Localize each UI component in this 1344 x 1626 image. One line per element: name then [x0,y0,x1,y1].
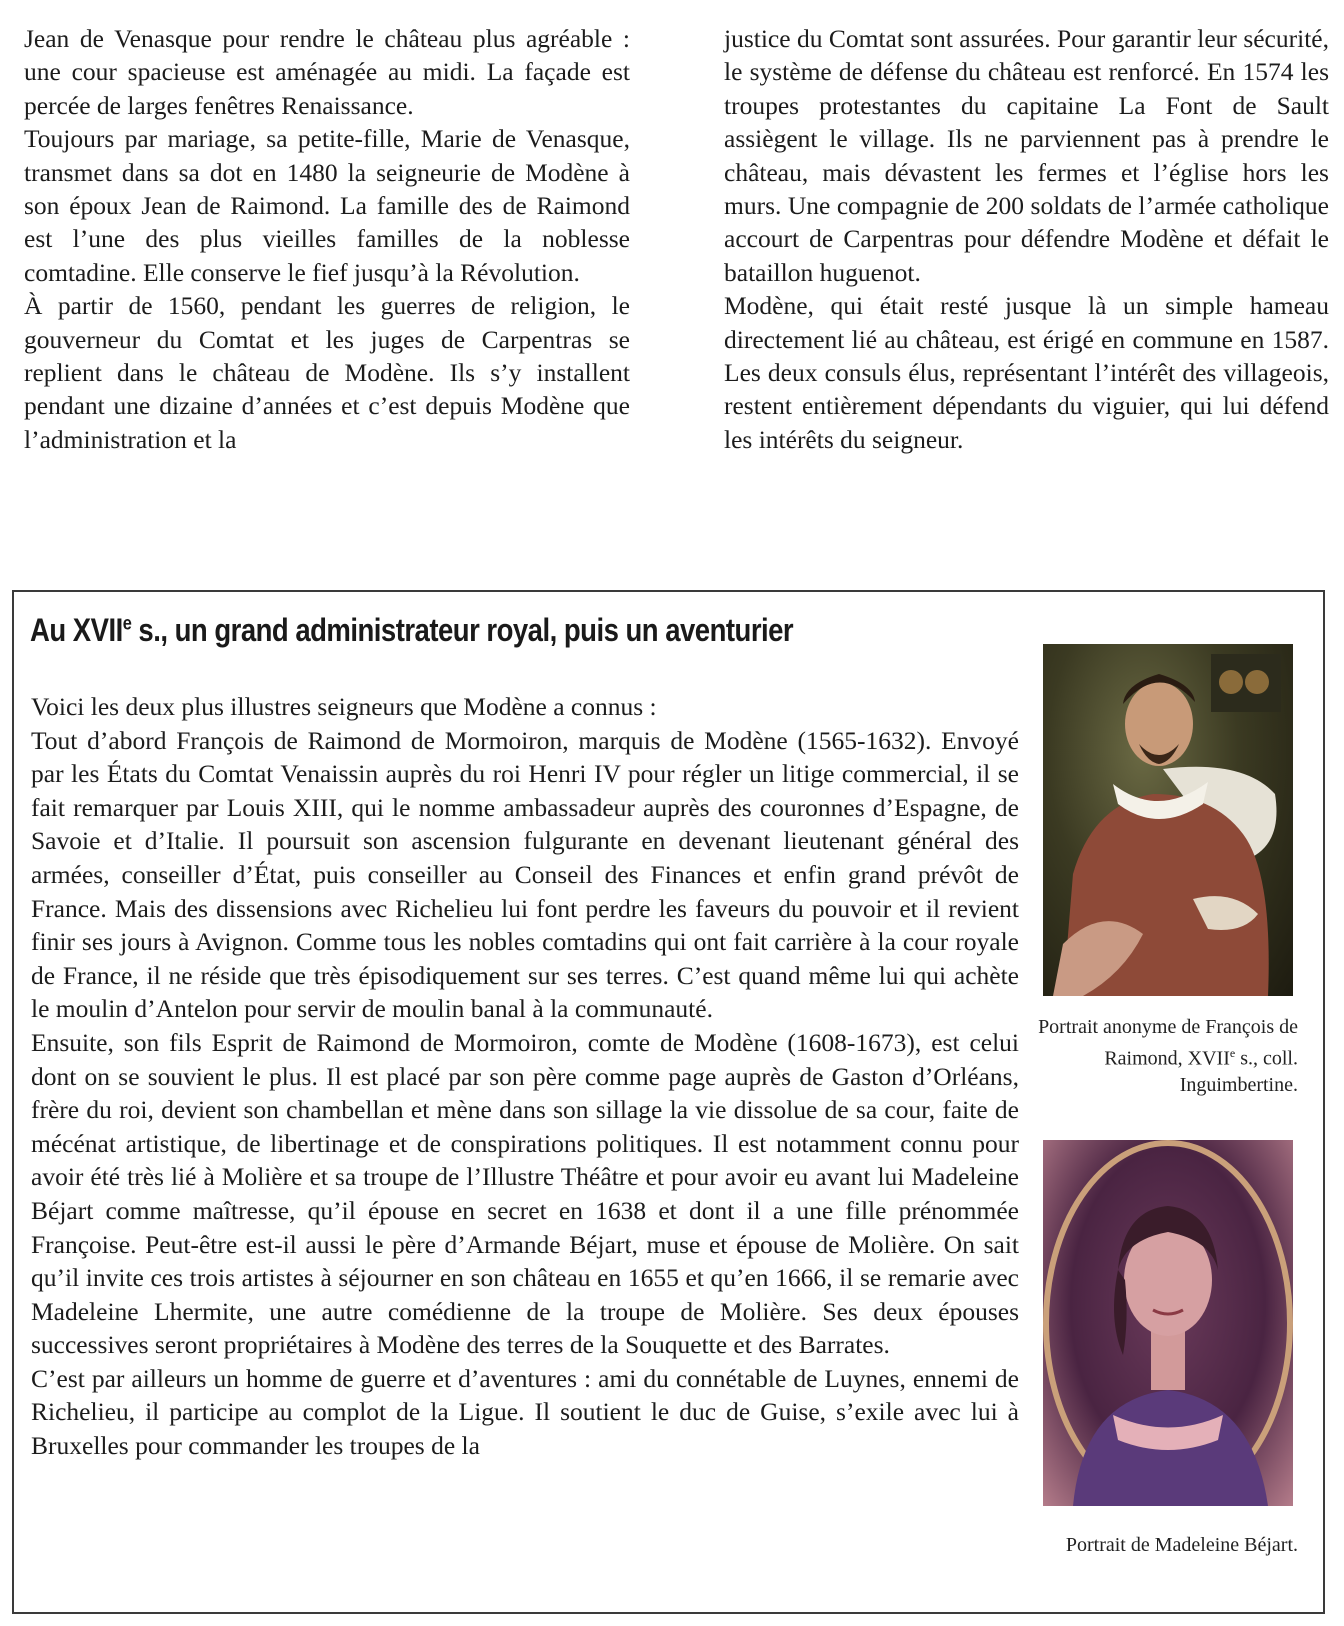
paragraph: Ensuite, son fils Esprit de Raimond de Mormoiron, comte de Modène (1608-1673), est celui dont on se souvient le plus. Il est placé par son père comme page auprès de Gaston d’Orléans, frère du roi, devient son chambellan et mène dans son sillage la vie dissolue de sa cour, faite de mécénat artistique, de libertinage et de conspirations politiques. Il est notamment connu pour avoir été très lié à Molière et sa troupe de l’Illustre Théâtre et pour avoir eu avant lui Madeleine Béjart comme maîtresse, qu’il épouse en secret en 1638 et dont il a une fille prénommée Françoise. Peut-être est-il aussi le père d’Armande Béjart, muse et épouse de Molière. On sait qu’il invite ces trois artistes à séjourner en son château en 1655 et qu’en 1666, il se remarie avec Madeleine Lhermite, une autre comédienne de la troupe de Molière. Ses deux épouses successives seront propriétaires à Modène des terres de la Souquette et des Barrates. [31,1027,1019,1360]
right-text-column [724,22,1329,456]
portrait-caption: Portrait de Madeleine Béjart. [1065,1534,1298,1556]
portrait-woman-illustration [1043,1140,1293,1506]
paragraph: Tout d’abord François de Raimond de Mormoiron, marquis de Modène (1565-1632). Envoyé par les États du Comtat Venaissin auprès du roi Henri IV pour régler un litige commercial, il se fait remarquer par Louis XIII, qui le nomme ambassadeur auprès des couronnes d’Espagne, de Savoie et d’Italie. Il poursuit son ascension fulgurante en devenant lieutenant général des armées, conseiller d’État, puis conseiller au Conseil des Finances et enfin grand prévôt de France. Mais des dissensions avec Richelieu lui font perdre les faveurs du pouvoir et il revient finir ses jours à Avignon. Comme tous les nobles comtadins qui ont fait carrière à la cour royale de France, il ne réside que très épisodiquement sur ses terres. C’est quand même lui qui achète le moulin d’Antelon pour servir de moulin banal à la communauté. [31,725,1019,1024]
paragraph: C’est par ailleurs un homme de guerre et d’aventures : ami du connétable de Luynes, ennemi de Richelieu, il participe au complot de la Ligue. Il soutient le duc de Guise, s’exile avec lui à Bruxelles pour commander les troupes de la [31,1363,1019,1461]
paragraph: Modène, qui était resté jusque là un simple hameau directement lié au château, est érigé en commune en 1587. Les deux consuls élus, représentant l’intérêt des villageois, restent entièrement dépendants du viguier, qui lui défend les intérêts du seigneur. [724,291,1329,454]
paragraph: À partir de 1560, pendant les guerres de religion, le gouverneur du Comtat et les juges de Carpentras se replient dans le château de Modène. Ils s’y installent pendant une dizaine d’années et c’est depuis Modène que l’administration et la [24,291,630,454]
portrait-francois-de-raimond [1043,644,1293,996]
box-title: Au XVIIe s., un grand administrateur royal, puis un aventurier [30,612,794,648]
paragraph: Jean de Venasque pour rendre le château plus agréable : une cour spacieuse est aménagée au midi. La façade est percée de larges fenêtres Renaissance. [24,24,630,120]
sidebar-box [12,590,1325,1614]
box-body [31,690,1019,1463]
paragraph: Toujours par mariage, sa petite-fille, Marie de Venasque, transmet dans sa dot en 1480 la seigneurie de Modène à son époux Jean de Raimond. La famille des de Raimond est l’une des plus vieilles familles de la noblesse comtadine. Elle conserve le fief jusqu’à la Révolution. [24,124,630,287]
portrait-madeleine-bejart [1043,1140,1293,1506]
left-text-column [24,22,630,456]
portrait-man-illustration [1043,644,1293,996]
portrait-caption: Portrait anonyme de François de Raimond, XVIIe s., coll. Inguimbertine. [1038,1016,1298,1096]
paragraph: Voici les deux plus illustres seigneurs que Modène a connus : [31,692,657,721]
paragraph: justice du Comtat sont assurées. Pour garantir leur sécurité, le système de défense du château est renforcé. En 1574 les troupes protestantes du capitaine La Font de Sault assiègent le village. Ils ne parviennent pas à prendre le château, mais dévastent les fermes et l’église hors les murs. Une compagnie de 200 soldats de l’armée catholique accourt de Carpentras pour défendre Modène et défait le bataillon huguenot. [724,24,1329,287]
